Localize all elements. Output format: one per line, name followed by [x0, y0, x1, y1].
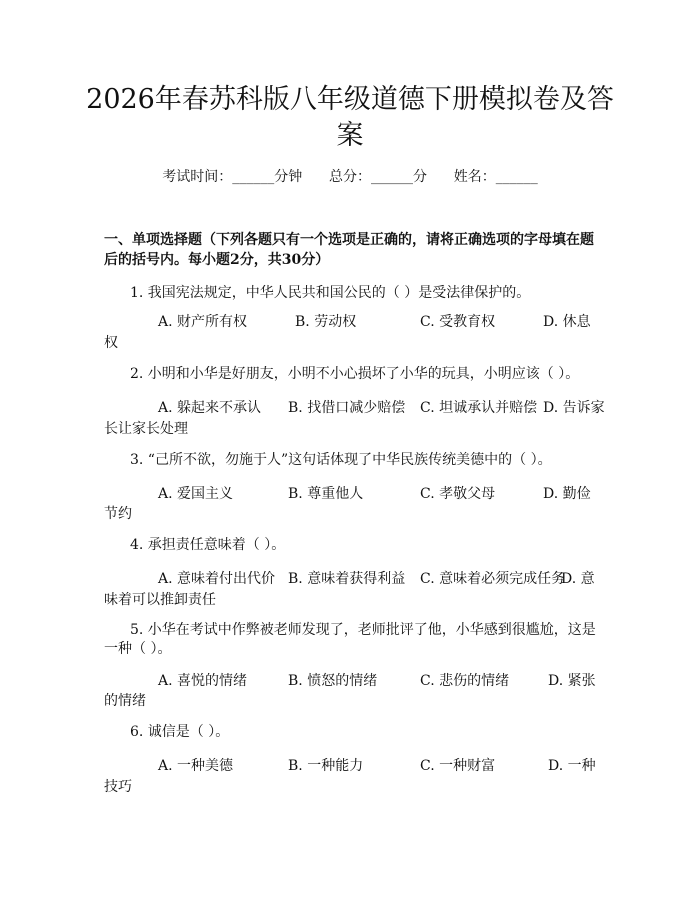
option-a: A. 意味着付出代价 [158, 571, 276, 587]
option-b: B. 尊重他人 [288, 486, 364, 502]
question-options [158, 483, 608, 505]
option-continuation: 权 [104, 335, 118, 351]
question-options [158, 755, 608, 777]
option-a: A. 一种美德 [158, 758, 234, 774]
question-stem: 1. 我国宪法规定，中华人民共和国公民的（ ）是受法律保护的。 [130, 285, 531, 301]
option-c: C. 一种财富 [420, 758, 496, 774]
option-continuation: 节约 [104, 506, 132, 522]
page-title: 2026年春苏科版八年级道德下册模拟卷及答 [86, 84, 614, 115]
option-b: B. 一种能力 [288, 758, 364, 774]
option-d: D. 告诉家 [543, 400, 605, 416]
option-b: B. 找借口减少赔偿 [288, 400, 406, 416]
question-stem: 5. 小华在考试中作弊被老师发现了，老师批评了他，小华感到很尴尬，这是 [130, 622, 596, 638]
question-stem: 6. 诚信是（ ）。 [130, 724, 230, 740]
question-stem: 2. 小明和小华是好朋友，小明不小心损坏了小华的玩具，小明应该（ ）。 [130, 366, 580, 382]
option-c: C. 孝敬父母 [420, 486, 496, 502]
question-options [158, 568, 608, 590]
option-a: A. 喜悦的情绪 [158, 673, 248, 689]
option-a: A. 财产所有权 [158, 314, 248, 330]
question-options [158, 311, 608, 333]
page-title-continuation: 案 [336, 120, 364, 151]
option-continuation: 技巧 [104, 779, 132, 795]
option-continuation: 的情绪 [104, 693, 146, 709]
question-stem: 4. 承担责任意味着（ ）。 [130, 537, 286, 553]
option-b: B. 意味着获得利益 [288, 571, 406, 587]
option-b: B. 劳动权 [295, 314, 357, 330]
option-d: D. 一种 [548, 758, 596, 774]
option-d: D. 休息 [543, 314, 591, 330]
question-options [158, 397, 608, 419]
exam-meta-line: 考试时间：______分钟 总分：______分 姓名：______ [162, 169, 538, 185]
option-a: A. 躲起来不承认 [158, 400, 262, 416]
section-heading-continuation: 后的括号内。每小题2分，共30分） [104, 252, 330, 268]
option-c: C. 意味着必须完成任务 [420, 571, 566, 587]
option-d: D. 紧张 [548, 673, 596, 689]
option-continuation: 长让家长处理 [104, 421, 188, 437]
question-options [158, 670, 608, 692]
question-stem-continuation: 一种（ ）。 [104, 641, 172, 657]
option-a: A. 爱国主义 [158, 486, 234, 502]
option-c: C. 坦诚承认并赔偿 [420, 400, 538, 416]
option-continuation: 味着可以推卸责任 [104, 592, 216, 608]
option-d: D. 意 [561, 571, 595, 587]
option-c: C. 受教育权 [420, 314, 496, 330]
option-b: B. 愤怒的情绪 [288, 673, 378, 689]
option-c: C. 悲伤的情绪 [420, 673, 510, 689]
question-stem: 3. “己所不欲，勿施于人”这句话体现了中华民族传统美德中的（ ）。 [130, 452, 552, 468]
section-heading: 一、单项选择题（下列各题只有一个选项是正确的，请将正确选项的字母填在题 [104, 232, 594, 248]
option-d: D. 勤俭 [543, 486, 591, 502]
